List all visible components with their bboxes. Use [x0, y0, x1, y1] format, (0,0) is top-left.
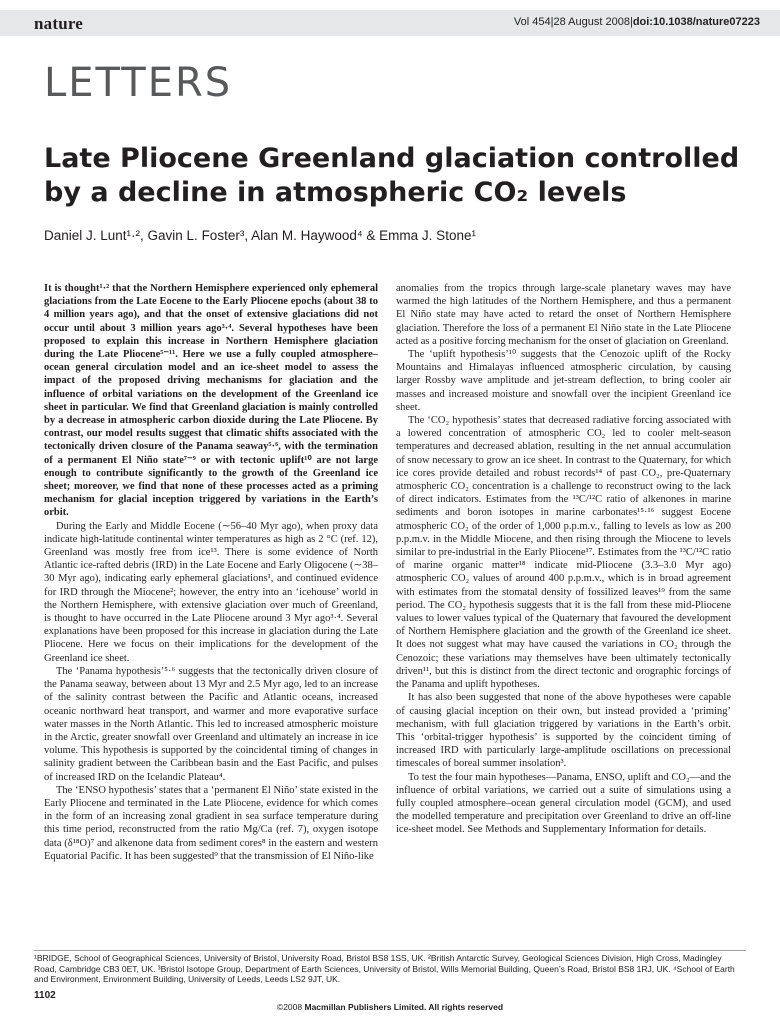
author-list: Daniel J. Lunt¹·², Gavin L. Foster³, Alan M. Haywood⁴ & Emma J. Stone¹ — [44, 228, 476, 243]
body-paragraph: anomalies from the tropics through large-scale planetary waves may have warmed the high latitudes of the Northern Hemisphere, and thus a permanent El Niño state may have acted to retard the onset of Northern Hemisphere glaciation. Therefore the loss of a permanent El Niño state in the Late Pliocene acted as a positive forcing mechanism for the onset of glaciation on Greenland. — [396, 283, 731, 347]
body-paragraph: During the Early and Middle Eocene (∼56–40 Myr ago), when proxy data indicate high-latitude continental winter temperatures as high as 2 °C (ref. 12), Greenland was mostly free from ice¹³. There is some evidence of North Atlantic ice-rafted debris (IRD) in the Late Eocene and Early Oligocene (∼38–30 Myr ago), indicating early ephemeral glaciations¹, and continued evidence for IRD through the Miocene²; however, the entry into an ‘icehouse’ world in the Northern Hemisphere, with extensive glaciation over much of Greenland, is thought to have occurred in the Late Pliocene around 3 Myr ago³·⁴. Several explanations have been proposed for this increase in glaciation during the Late Pliocene. Here we focus on their implications for the development of the Greenland ice sheet. — [44, 520, 378, 664]
affiliations-footnote: ¹BRIDGE, School of Geographical Sciences, University of Bristol, University Road, Bristol BS8 1SS, UK. ²British Antarctic Survey, Geological Sciences Division, High Cross, Madingley Road, Cambridge CB3 0ET, UK. ³Bristol Isotope Group, Department of Earth Sciences, University of Bristol, Wills Memorial Building, Queen’s Road, Bristol BS8 1RJ, UK. ⁴School of Earth and Environment, Environment Building, University of Leeds, Leeds LS2 9JT, UK. — [34, 953, 735, 984]
body-paragraph: It has also been suggested that none of the above hypotheses were capable of causing glacial inception on their own, but instead provided a ‘priming’ mechanism, with full glaciation triggered by variations in the Earth’s orbit. This ‘orbital-trigger hypothesis’ is supported by the coincident timing of increased IRD with particularly large-amplitude oscillations on precessional timescales of boreal summer insolation³. — [396, 692, 731, 770]
copyright-line — [0, 1002, 780, 1012]
section-heading: LETTERS — [44, 60, 233, 106]
body-paragraph: To test the four main hypotheses—Panama, ENSO, uplift and CO₂—and the influence of orbital variations, we carried out a suite of simulations using a fully coupled atmosphere–ocean general circulation model (GCM), and used the modelled temperature and precipitation over Greenland to drive an off-line ice-sheet model. See Methods and Supplementary Information for details. — [396, 771, 731, 836]
doi-link[interactable]: doi:10.1038/nature07223 — [632, 16, 760, 28]
body-paragraph: The ‘uplift hypothesis’¹⁰ suggests that the Cenozoic uplift of the Rocky Mountains and Himalayas influenced atmospheric circulation, by causing larger Rossby wave amplitude and jet-stream deflection, to bring cooler air masses and increased moisture and snowfall over the incipient Greenland ice sheet. — [396, 349, 731, 413]
body-column-right — [396, 282, 731, 837]
page-number: 1102 — [34, 990, 56, 1001]
journal-name: nature — [34, 14, 84, 33]
body-paragraph: The ‘Panama hypothesis’⁵·⁶ suggests that the tectonically driven closure of the Panama seaway, between about 13 Myr and 2.5 Myr ago, led to an increase of the salinity contrast between the Pacific and Atlantic oceans, increased oceanic northward heat transport, and warmer and more evaporative surface water masses in the North Atlantic. This led to increased atmospheric moisture in the Arctic, greater snowfall over Greenland and ultimately an increase in ice volume. This hypothesis is supported by the coincidental timing of changes in salinity gradient between the Caribbean basin and the East Pacific, and pulses of increased IRD on the Icelandic Plateau⁴. — [44, 665, 378, 783]
body-paragraph: The ‘CO₂ hypothesis’ states that decreased radiative forcing associated with a lowered concentration of atmospheric CO₂ led to cooler melt-season temperatures and decreased ablation, resulting in the net annual accumulation of snow necessary to grow an ice sheet. In contrast to the Quaternary, for which ice cores provide detailed and robust records¹⁴ of past CO₂, pre-Quaternary atmospheric CO₂ concentration is a challenge to reconstruct owing to the lack of direct indicators. Estimates from the ¹³C/¹²C ratio of alkenones in marine sediments and boron isotopes in marine carbonates¹⁵·¹⁶ suggest Eocene atmospheric CO₂ of the order of 1,000 p.p.m.v., falling to levels as low as 200 p.p.m.v. in the Middle Miocene, and then rising through the Miocene to levels similar to pre-industrial in the Early Pliocene¹⁷. Estimates from the ¹³C/¹²C ratio of marine organic matter¹⁸ indicate mid-Pliocene (3.3–3.0 Myr ago) atmospheric CO₂ values of around 400 p.p.m.v., which is in broad agreement with estimates from the stomatal density of fossilized leaves¹⁹ from the same period. The CO₂ hypothesis suggests that it is the fall from these mid-Pliocene values to lower values typical of the Quaternary that favoured the development of Northern Hemisphere glaciation and the growth of the Greenland ice sheet. It does not suggest what may have caused the variations in CO₂ through the Cenozoic; these variations may themselves have been ultimately tectonically driven¹¹, but this is distinct from the direct tectonic and orographic forcings of the Panama and uplift hypotheses. — [396, 415, 731, 691]
issue-date: 28 August 2008 — [553, 16, 630, 28]
abstract-paragraph: It is thought¹·² that the Northern Hemisphere experienced only ephemeral glaciations from the Late Eocene to the Early Pliocene epochs (about 38 to 4 million years ago), and that the onset of extensive glaciations did not occur until about 3 million years ago³·⁴. Several hypotheses have been proposed to explain this increase in Northern Hemisphere glaciation during the Late Pliocene⁵⁻¹¹. Here we use a fully coupled atmosphere–ocean general circulation model and an ice-sheet model to assess the impact of the proposed driving mechanisms for glaciation and the influence of orbital variations on the development of the Greenland ice sheet in particular. We find that Greenland glaciation is mainly controlled by a decrease in atmospheric carbon dioxide during the Late Pliocene. By contrast, our model results suggest that climatic shifts associated with the tectonically driven closure of the Panama seaway⁵·⁶, with the termination of a permanent El Niño state⁷⁻⁹ or with tectonic uplift¹⁰ are not large enough to contribute significantly to the growth of the Greenland ice sheet; moreover, we find that none of these processes acted as a priming mechanism for glacial inception triggered by variations in the Earth’s orbit. — [44, 283, 378, 519]
copyright-holder: Macmillan Publishers Limited. All rights reserved — [304, 1002, 504, 1012]
article-title: Late Pliocene Greenland glaciation controlled by a decline in atmospheric CO₂ levels — [44, 143, 740, 208]
footnote-divider — [34, 950, 746, 951]
copyright-year: ©2008 — [276, 1002, 303, 1012]
citation-line: Vol 454|28 August 2008|doi:10.1038/nature07223 — [513, 16, 760, 28]
volume: Vol 454 — [513, 16, 551, 28]
body-column-left — [44, 282, 378, 863]
body-paragraph: The ‘ENSO hypothesis’ states that a ‘permanent El Niño’ state existed in the Early Pliocene and terminated in the Late Pliocene, evidence for which comes in the form of an increasing zonal gradient in sea surface temperature during this time period, reconstructed from the ratio Mg/Ca (ref. 7), oxygen isotope data (δ¹⁸O)⁷ and alkenone data from sediment cores⁸ in the eastern and western Equatorial Pacific. It has been suggested⁹ that the transmission of El Niño-like — [44, 784, 378, 862]
